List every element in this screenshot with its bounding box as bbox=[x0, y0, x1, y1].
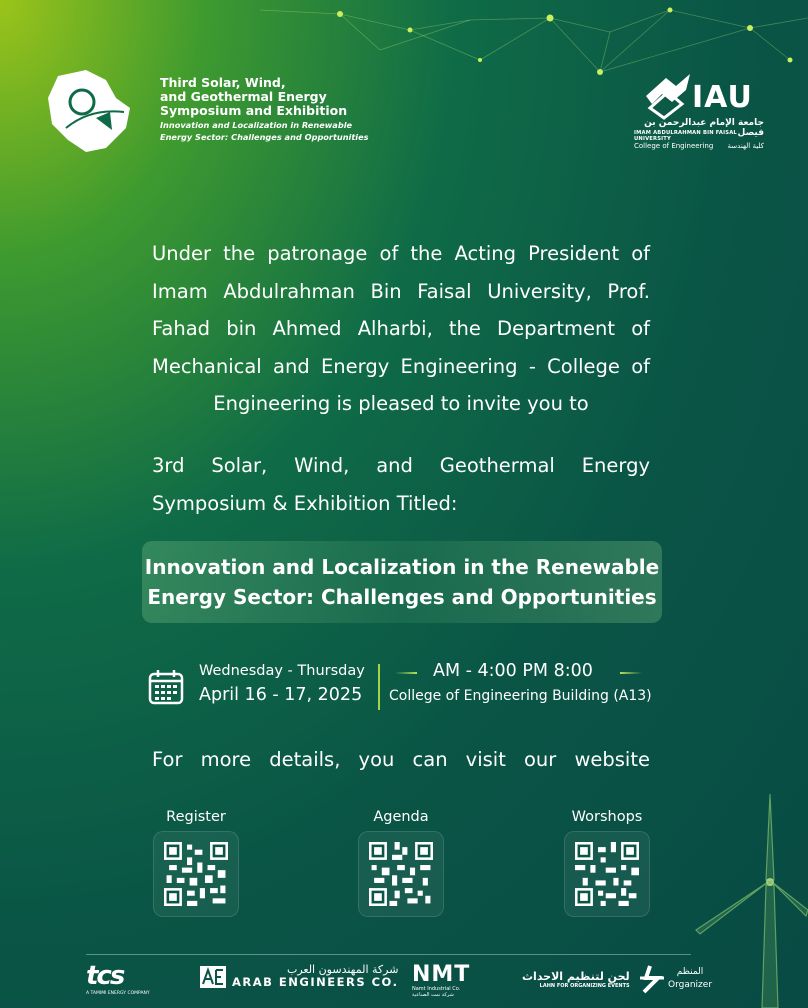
university-abbreviation: IAU bbox=[692, 80, 753, 115]
symposium-title-block bbox=[160, 76, 370, 142]
college-arabic-name: كلية الهندسة bbox=[727, 142, 764, 150]
event-days: Wednesday - Thursday bbox=[199, 663, 365, 679]
event-time: AM - 4:00 PM 8:00 bbox=[433, 661, 593, 681]
theme-line: Innovation and Localization in the Renewable bbox=[144, 555, 660, 579]
university-english-name: IMAM ABDULRAHMAN BIN FAISAL UNIVERSITY bbox=[634, 130, 737, 142]
saudi-map-energy-logo bbox=[46, 68, 132, 154]
arab-engineers-english: ARAB ENGINEERS CO. bbox=[232, 975, 399, 989]
lahn-emblem-icon bbox=[636, 964, 668, 994]
partner-nmt-logo bbox=[412, 964, 470, 998]
university-arabic-name: جامعة الإمام عبدالرحمن بن فيصل bbox=[644, 118, 764, 138]
nmt-arabic: شركة نمت الصناعية bbox=[412, 992, 454, 998]
arab-engineers-arabic: شركة المهندسون العرب bbox=[286, 963, 399, 976]
partner-lahn-logo bbox=[522, 964, 668, 994]
symposium-subtitle-line: Energy Sector: Challenges and Opportunities bbox=[160, 132, 369, 142]
tcs-wordmark: tcs bbox=[86, 961, 124, 991]
event-venue: College of Engineering Building (A13) bbox=[389, 688, 652, 704]
qr-code-box[interactable] bbox=[153, 831, 239, 917]
more-details-text: For more details, you can visit our website bbox=[152, 748, 650, 771]
qr-code-icon bbox=[575, 842, 639, 906]
qr-code-box[interactable] bbox=[564, 831, 650, 917]
symposium-title-line: Symposium and Exhibition bbox=[160, 103, 348, 118]
qr-code-box[interactable] bbox=[358, 831, 444, 917]
time-dash-right bbox=[620, 672, 642, 674]
organizer-arabic: المنظم bbox=[676, 967, 704, 977]
symposium-subtitle-line: Innovation and Localization in Renewable bbox=[160, 120, 353, 130]
qr-agenda[interactable] bbox=[351, 808, 451, 917]
theme-banner bbox=[142, 541, 662, 623]
symposium-title-line: and Geothermal Energy bbox=[160, 89, 327, 104]
qr-label: Agenda bbox=[373, 809, 429, 825]
invitation-paragraph: Under the patronage of the Acting President of Imam Abdulrahman Bin Faisal University, Prof. Fahad bin Ahmed Alharbi, the Department of Mechanical and Energy Engineering - College of Engineering is pleased to invite you to bbox=[152, 242, 650, 415]
event-dates: April 16 - 17, 2025 bbox=[199, 685, 363, 705]
qr-workshops[interactable] bbox=[557, 808, 657, 917]
time-dash-left bbox=[395, 672, 417, 674]
organizer-label bbox=[668, 966, 712, 992]
partner-arab-engineers-logo bbox=[200, 964, 398, 989]
qr-code-icon bbox=[369, 842, 433, 906]
iau-emblem-icon bbox=[642, 72, 694, 122]
qr-code-icon bbox=[164, 842, 228, 906]
nmt-english: Namt Industrial Co. bbox=[412, 986, 461, 992]
footer-divider bbox=[86, 954, 691, 955]
lahn-arabic: لحن لتنظيم الاحداث bbox=[522, 969, 630, 983]
calendar-icon bbox=[148, 669, 184, 705]
partner-tcs-logo bbox=[86, 962, 150, 996]
nmt-wordmark: NMT bbox=[412, 962, 471, 987]
symposium-title-line: Third Solar, Wind, bbox=[160, 75, 286, 90]
college-english-name: College of Engineering bbox=[634, 142, 714, 150]
college-name-row bbox=[634, 142, 764, 150]
theme-line: Energy Sector: Challenges and Opportunities bbox=[147, 585, 657, 609]
tcs-tagline: A TAMIMI ENERGY COMPANY bbox=[86, 991, 150, 996]
lahn-english: LAHN FOR ORGANIZING EVENTS bbox=[539, 982, 630, 989]
qr-label: Worshops bbox=[571, 809, 643, 825]
schedule-divider bbox=[378, 664, 380, 710]
qr-register[interactable] bbox=[146, 808, 246, 917]
qr-label: Register bbox=[166, 809, 226, 825]
organizer-english: Organizer bbox=[668, 980, 713, 990]
university-logo bbox=[630, 72, 765, 157]
event-title-line: 3rd Solar, Wind, and Geothermal Energy Symposium & Exhibition Titled: bbox=[152, 454, 650, 515]
arab-engineers-emblem-icon bbox=[200, 966, 226, 988]
